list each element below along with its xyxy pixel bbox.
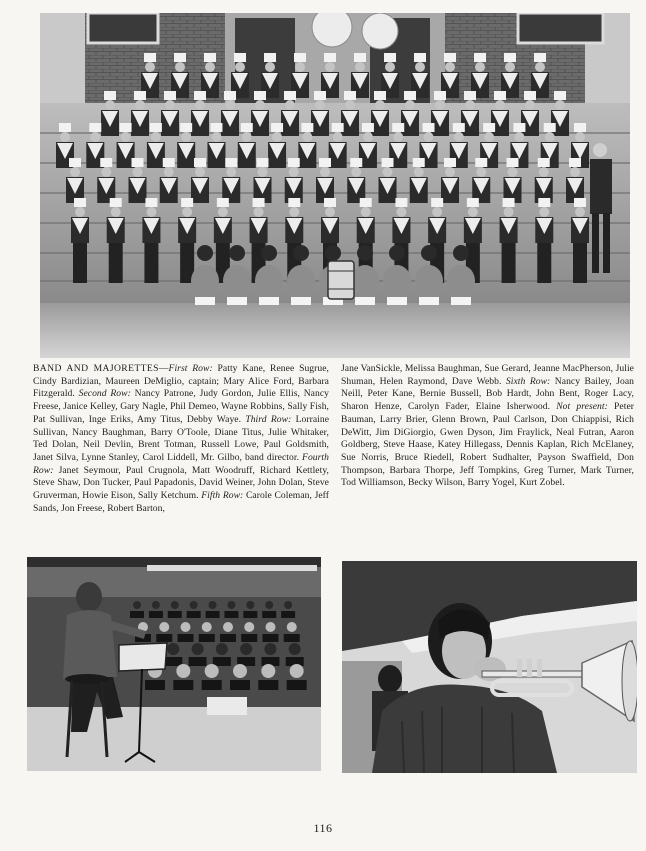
trumpet-player-photo	[342, 561, 637, 773]
caption-names: Nancy Bailey, Joan Neill, Peter Kane, Bernie Bussell, Bob Hardt, John Bent, Roger Lacy, Sharon Henze, Carolyn Fader, Elaine Isherwood.	[341, 375, 634, 413]
caption-right-text	[341, 363, 634, 488]
caption-names: Jane VanSickle, Melissa Baughman, Sue Gerard, Jeanne MacPherson, Julie Shuman, Helen Raymond, Dave Webb.	[341, 363, 634, 387]
caption-row-label: Sixth Row:	[505, 375, 551, 387]
caption-heading: BAND AND MAJORETTES	[33, 363, 159, 374]
band-director-photo-art	[27, 557, 321, 771]
caption-left-column	[33, 363, 329, 515]
band-group-photo-art	[40, 13, 630, 358]
caption-row-label: Third Row:	[245, 413, 292, 425]
caption-row-label: First Row:	[168, 363, 213, 374]
caption-left-text	[33, 363, 329, 514]
caption-row-label: Not present:	[556, 401, 608, 413]
caption-names: Patty Kane, Renee Sugrue, Cindy Bardizian, Maureen DeMiglio, captain; Mary Alice Ford, Barbara Fitzgerald.	[33, 363, 329, 400]
trumpet-player-photo-art	[342, 561, 637, 773]
band-director-photo	[27, 557, 321, 771]
caption-names: Nancy Patrone, Judy Gordon, Julie Ellis, Nancy Freese, Janice Kelley, Gary Nagle, Phil Demeo, Wayne Robbins, Sally Fish, Pat Sullivan, Inge Eriks, Amy Titus, Debby Waye.	[33, 388, 329, 425]
caption-names: Carole Coleman, Jeff Sands, Jon Freese, Robert Barton,	[33, 490, 329, 514]
caption-right-column	[341, 363, 634, 490]
caption-names: Janet Seymour, Paul Crugnola, Matt Woodruff, Richard Kettlety, Steve Shaw, Don Tucker, Paul Papadonis, David Weiner, John Dolan, Steve Gruverman, Howie Eison, Sally Ketchum.	[33, 464, 329, 502]
caption-names: Lorraine Sullivan, Nancy Baughman, Barry O'Toole, Diane Titus, Julie Whitaker, Ted Dolan, Neil Devlin, Brent Totman, Russell Lowe, Paul Goldsmith, Janet Silva, Lynne Stanley, Carol Liddell, Mr. Gilbo, band director.	[33, 413, 330, 463]
caption-dash: —	[158, 363, 169, 374]
caption-row-label: Second Row:	[78, 388, 131, 400]
page-number: 116	[313, 821, 333, 835]
caption-row-label: Fifth Row:	[201, 490, 244, 502]
caption-row-label: Fourth Row:	[33, 451, 329, 476]
band-group-photo	[40, 13, 630, 358]
caption-names: Peter Bauman, Larry Brier, Glenn Brown, Paul Carlson, Don Chiappisi, Rich DeWitt, Jim DiGiorgio, Gwen Dyson, Jim Fraylick, Neal Futran, Aaron Goldberg, Steve Haase, Katey Hillegass, Dennis Kaplan, Rich McElaney, Sue Norris, Bruce Riedell, Robert Sudhalter, Payson Swaffield, Don Thompson, Barbara Thorpe, Jeff Tompkins, Greg Turner, Mark Turner, Tod Williamson, Becky Wilson, Barry Yogel, Kurt Zobel.	[341, 401, 634, 489]
